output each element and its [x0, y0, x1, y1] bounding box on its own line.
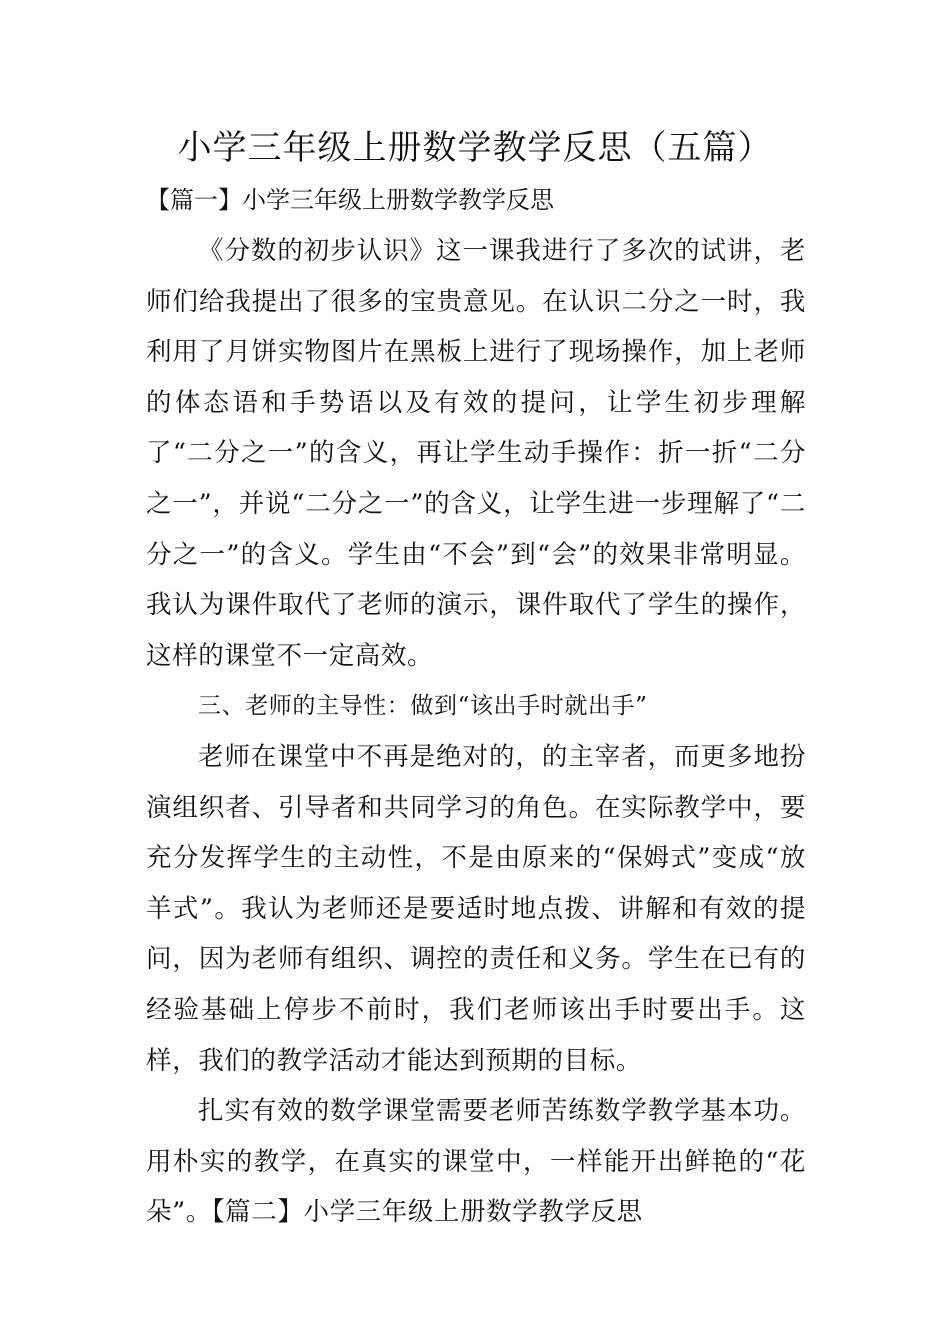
document-body: [146, 226, 806, 1238]
paragraph-subheading: 三、老师的主导性：做到“该出手时就出手”: [198, 693, 648, 720]
paragraph: 老师在课堂中不再是绝对的，的主宰者，而更多地扮演组织者、引导者和共同学习的角色。在实际教学中，要充分发挥学生的主动性，不是由原来的“保姆式”变成“放羊式”。我认为老师还是要适时地点拨、讲解和有效的提问，因为老师有组织、调控的责任和义务。学生在已有的经验基础上停步不前时，我们老师该出手时要出手。这样，我们的教学活动才能达到预期的目标。: [146, 741, 806, 1076]
paragraph: 扎实有效的数学课堂需要老师苦练数学教学基本功。用朴实的教学，在真实的课堂中，一样能开出鲜艳的“花朵”。【篇二】小学三年级上册数学教学反思: [146, 1096, 806, 1228]
section-heading: 【篇一】小学三年级上册数学教学反思: [146, 186, 554, 214]
paragraph: 《分数的初步认识》这一课我进行了多次的试讲，老师们给我提出了很多的宝贵意见。在认识二分之一时，我利用了月饼实物图片在黑板上进行了现场操作，加上老师的体态语和手势语以及有效的提问，让学生初步理解了“二分之一”的含义，再让学生动手操作：折一折“二分之一”，并说“二分之一”的含义，让学生进一步理解了“二分之一”的含义。学生由“不会”到“会”的效果非常明显。我认为课件取代了老师的演示，课件取代了学生的操作，这样的课堂不一定高效。: [146, 236, 806, 671]
document-title: 小学三年级上册数学教学反思（五篇）: [177, 128, 773, 168]
